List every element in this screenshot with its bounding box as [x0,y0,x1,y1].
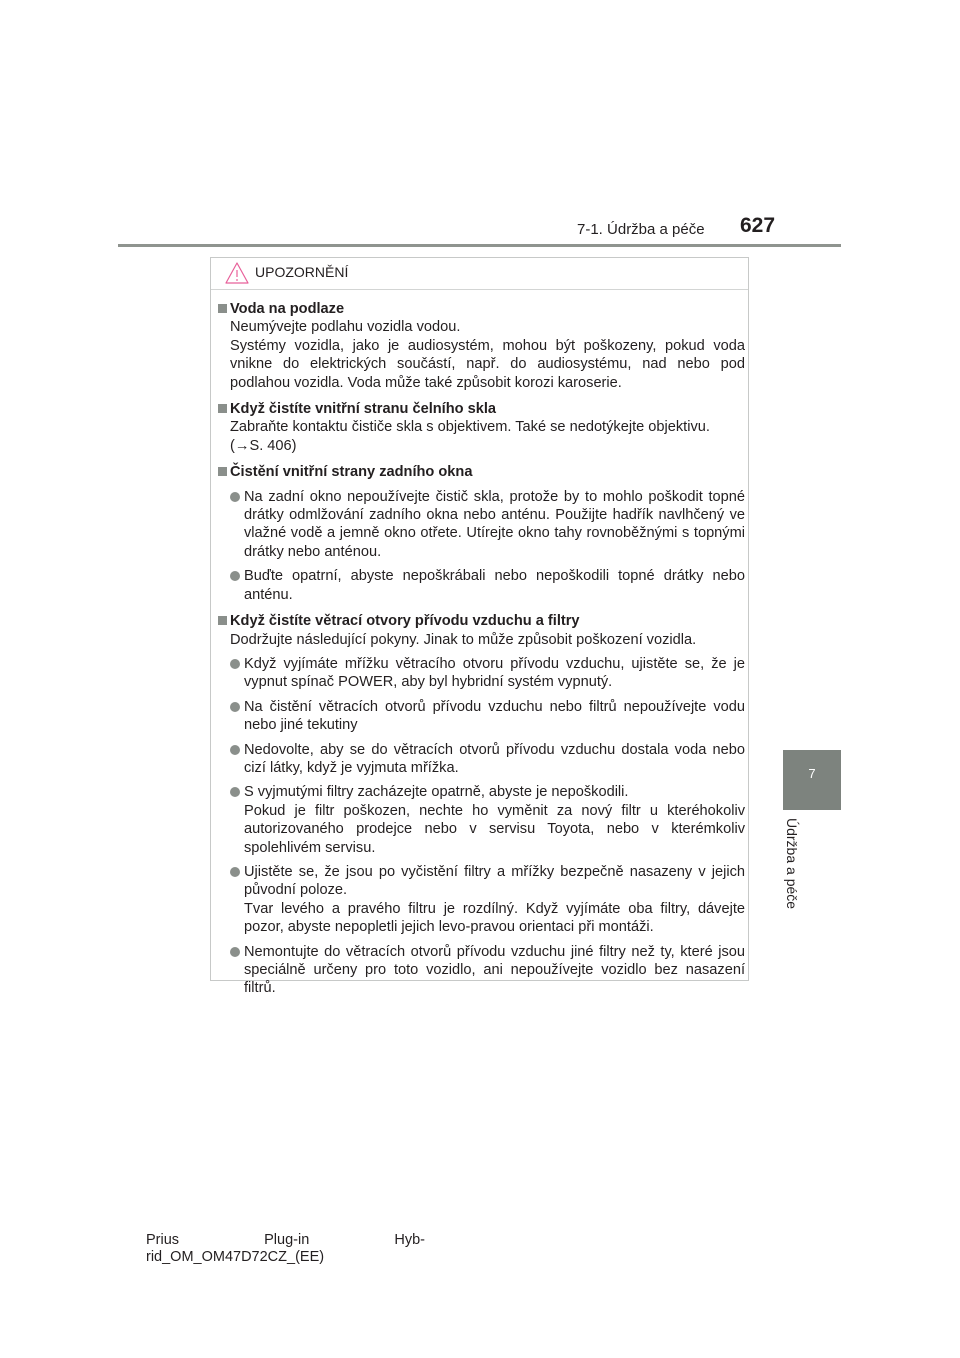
warning-section [218,400,745,455]
bullet-item [218,783,745,857]
section-title: 7-1. Údržba a péče [577,221,705,238]
page-number: 627 [740,214,776,237]
round-bullet-icon [230,787,240,797]
warning-title: UPOZORNĚNÍ [255,264,349,280]
warning-triangle-icon [225,262,249,284]
header-rule [118,244,841,247]
bullet-text: Na čistění větracích otvorů přívodu vzduchu nebo filtrů nepoužívejte vodu nebo jiné tekutiny [244,698,745,734]
section-heading [218,612,745,630]
chapter-number: 7 [808,766,816,781]
bullet-text: Když vyjímáte mřížku větracího otvoru přívodu vzduchu, ujistěte se, že je vypnut spínač POWER, aby byl hybridní systém vypnutý. [244,655,745,691]
round-bullet-icon [230,947,240,957]
round-bullet-icon [230,571,240,581]
bullet-text: Tvar levého a pravého filtru je rozdílný. Když vyjímáte oba filtry, dávejte pozor, abyste nepopletli jejich levo-pravou orientaci při montáži. [244,900,745,936]
warning-box [210,257,749,997]
section-heading-text: Když čistíte vnitřní stranu čelního skla [230,401,497,418]
bullet-text: Buďte opatrní, abyste nepoškrábali nebo nepoškodili topné drátky nebo anténu. [244,568,745,603]
bullet-item [218,698,745,735]
paragraph: Neumývejte podlahu vozidla vodou. [230,319,461,336]
paragraph: (→S. 406) [230,437,297,454]
footer-variant: Plug-in [264,1232,310,1248]
square-bullet-icon [218,616,227,625]
round-bullet-icon [230,702,240,712]
warning-section [218,612,745,998]
section-heading-text: Voda na podlaze [230,301,345,317]
bullet-item [218,943,745,998]
bullet-item [218,741,745,778]
paragraph: Dodržujte následující pokyny. Jinak to může způsobit poškození vozidla. [230,631,697,648]
square-bullet-icon [218,404,227,413]
warning-section [218,300,745,392]
bullet-item [218,655,745,692]
footer-hyb: Hyb- [394,1232,425,1248]
square-bullet-icon [218,467,227,476]
section-heading-text: Když čistíte větrací otvory přívodu vzduchu a filtry [230,613,580,630]
bullet-item [218,567,745,604]
round-bullet-icon [230,745,240,755]
warning-header [211,258,748,290]
bullet-text: Ujistěte se, že jsou po vyčistění filtry a mřížky bezpečně nasazeny v jejich původní poloze. [244,863,745,899]
section-heading [218,300,745,318]
bullet-item [218,488,745,562]
round-bullet-icon [230,659,240,669]
paragraph: Zabraňte kontaktu čističe skla s objektivem. Také se nedotýkejte objektivu. [230,419,710,436]
footer-doc-id: rid_OM_OM47D72CZ_(EE) [146,1249,325,1265]
footer [146,1232,425,1266]
square-bullet-icon [218,304,227,313]
bullet-text: Nedovolte, aby se do větracích otvorů přívodu vzduchu dostala voda nebo cizí látky, když je vyjmuta mřížka. [244,741,745,776]
chapter-tab [783,750,841,810]
section-heading [218,463,745,481]
warning-section [218,463,745,604]
bullet-text: Nemontujte do větracích otvorů přívodu vzduchu jiné filtry než ty, které jsou speciálně určeny pro toto vozidlo, ani nepoužívejte vozidlo bez nasazení filtrů. [244,943,745,997]
bullet-text: S vyjmutými filtry zacházejte opatrně, abyste je nepoškodili. [244,784,629,801]
section-heading [218,400,745,418]
bullet-item [218,863,745,937]
chapter-label: Údržba a péče [784,818,800,910]
footer-model: Prius [146,1232,180,1248]
bullet-text: Pokud je filtr poškozen, nechte ho vyměnit za nový filtr u kteréhokoliv autorizovaného prodejce nebo v servisu Toyota, nebo v kterémkoliv spolehlivém servisu. [244,802,745,856]
round-bullet-icon [230,492,240,502]
bullet-text: Na zadní okno nepoužívejte čistič skla, protože by to mohlo poškodit topné drátky odmlžování zadního okna nebo anténu. Použijte hadřík navlhčený ve vlažné vodě a jemně okno otřete. Utírejte okno tahy rovnoběžnými s topnými drátky nebo anténou. [244,488,745,560]
round-bullet-icon [230,867,240,877]
warning-content [218,300,745,1006]
paragraph: Systémy vozidla, jako je audiosystém, mohou být poškozeny, pokud voda vnikne do elektrických součástí, např. do audiosystému, nad nebo pod podlahou vozidla. Voda může také způsobit korozi karoserie. [230,337,745,391]
section-heading-text: Čistění vnitřní strany zadního okna [230,464,473,481]
